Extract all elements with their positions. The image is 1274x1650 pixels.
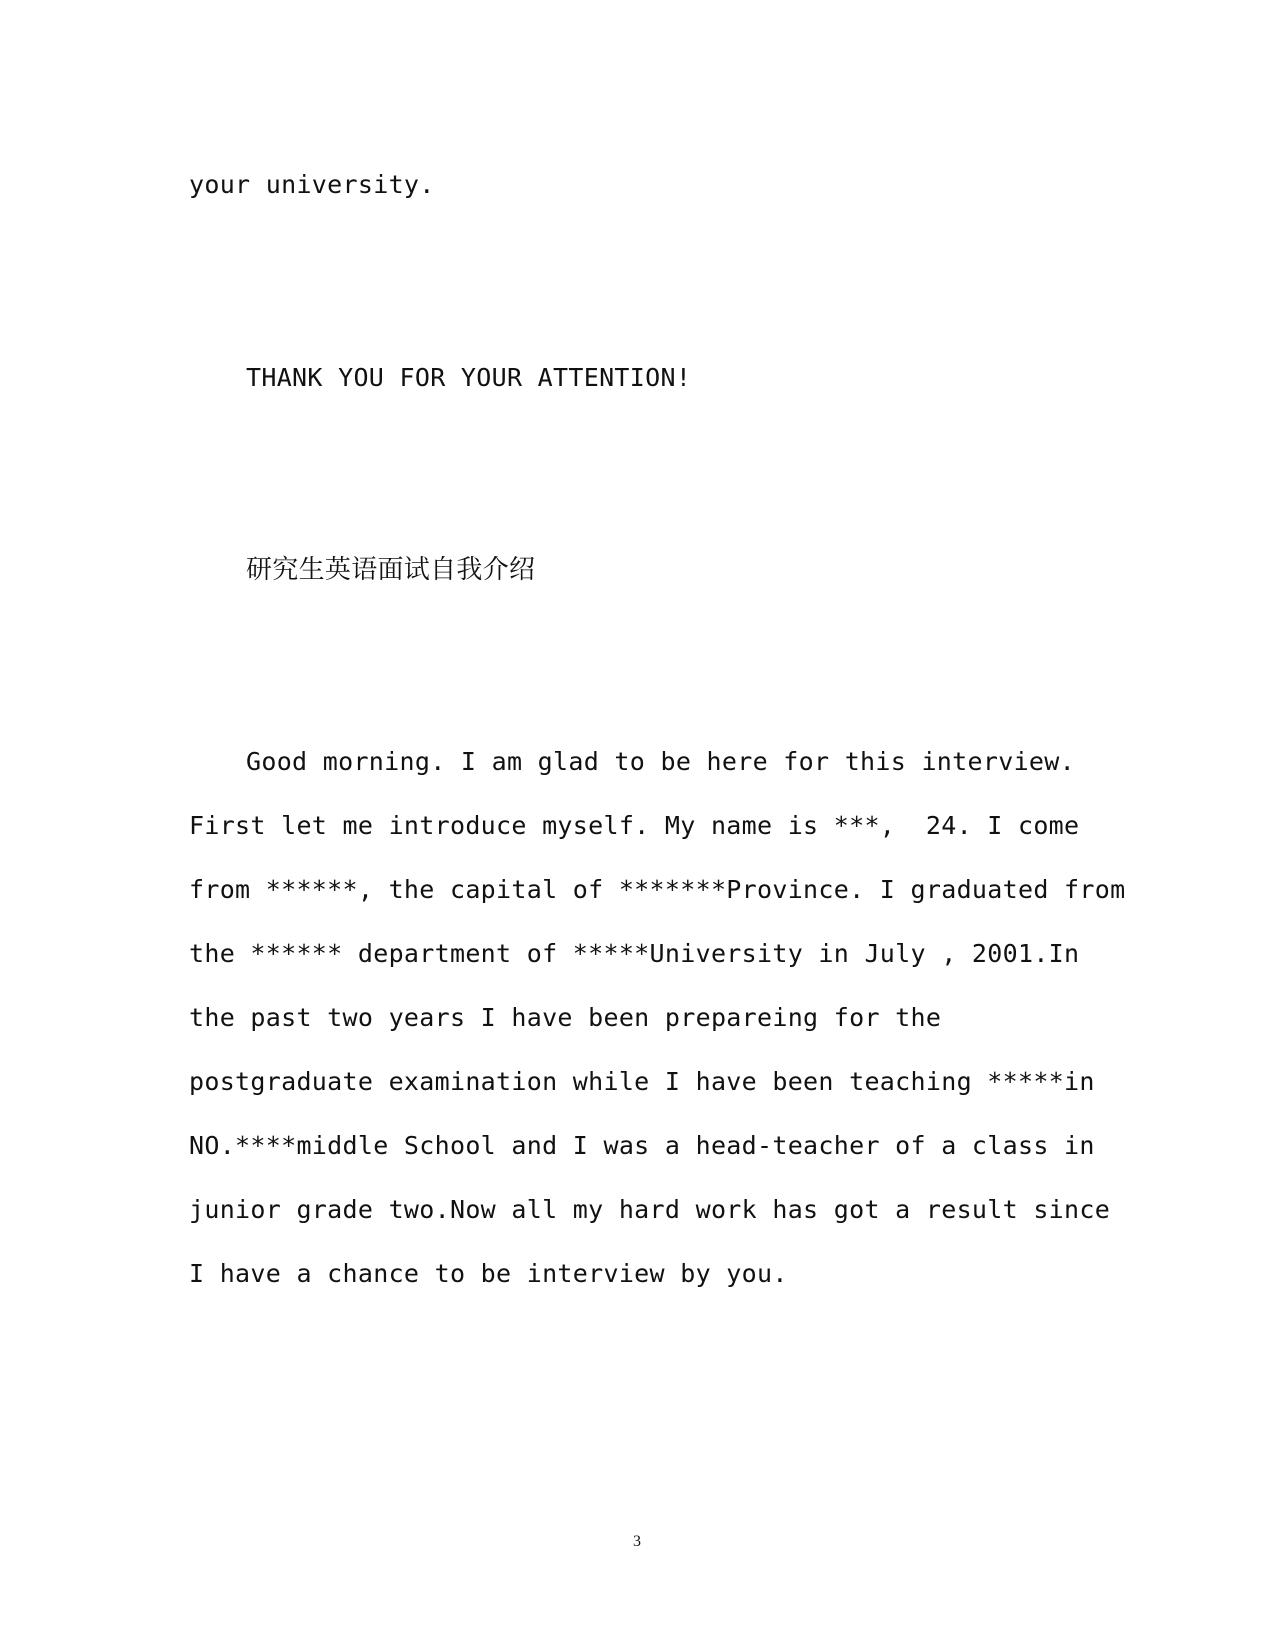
paragraph-line: from ******, the capital of *******Province. I graduated from [189,875,1126,904]
paragraph-line: the past two years I have been prepareing for the [189,1003,942,1032]
closing-line: THANK YOU FOR YOUR ATTENTION! [246,363,692,392]
paragraph-line: Good morning. I am glad to be here for this interview. [246,747,1075,776]
paragraph-line: NO.****middle School and I was a head-teacher of a class in [189,1131,1095,1160]
paragraph-line: postgraduate examination while I have been teaching *****in [189,1067,1095,1096]
paragraph-line: I have a chance to be interview by you. [189,1259,788,1288]
paragraph-line: First let me introduce myself. My name is ***, 24. I come [189,811,1080,840]
section-heading: 研究生英语面试自我介绍 [246,555,536,585]
continuation-line: your university. [189,170,435,199]
paragraph-line: the ****** department of *****University in July , 2001.In [189,939,1080,968]
paragraph-line: junior grade two.Now all my hard work has got a result since [189,1195,1111,1224]
page-number: 3 [633,1533,641,1550]
